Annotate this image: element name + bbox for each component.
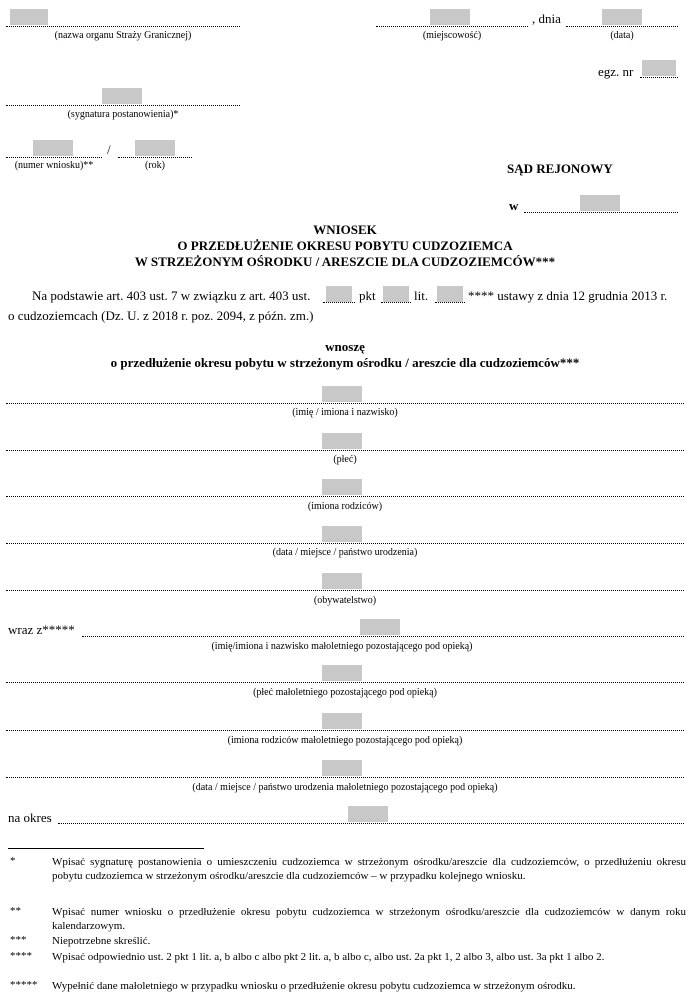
signature-redacted [102, 88, 142, 104]
request-number-line [6, 157, 102, 158]
field-redacted [322, 386, 362, 402]
field-label: (płeć małoletniego pozostającego pod opieką) [253, 687, 437, 698]
field-redacted [322, 479, 362, 495]
year-redacted [135, 140, 175, 156]
field-label: (data / miejsce / państwo urodzenia) [272, 547, 418, 558]
ust-line [323, 302, 355, 303]
ust-redacted [326, 286, 352, 302]
field-redacted [322, 526, 362, 542]
request-heading [0, 339, 690, 371]
place-redacted [430, 9, 470, 25]
document-title [0, 222, 690, 270]
field-label: (imię/imiona i nazwisko małoletniego pozostającego pod opieką) [211, 641, 473, 652]
organ-name-line [6, 26, 240, 27]
footnote-mark: ***** [10, 979, 38, 991]
field-label: (data / miejsce / państwo urodzenia małoletniego pozostającego pod opieką) [192, 782, 498, 793]
minor-prefix: wraz z***** [8, 622, 75, 637]
field-line [82, 636, 684, 637]
field-line [6, 403, 684, 404]
signature-line [6, 105, 240, 106]
title-line-3: W STRZEŻONYM OŚRODKU / ARESZCIE DLA CUDZOZIEMCÓW*** [134, 254, 556, 269]
request-number-label: (numer wniosku)** [14, 160, 94, 171]
legal-basis-line2: o cudzoziemcach (Dz. U. z 2018 r. poz. 2094, z późn. zm.) [8, 308, 314, 323]
field-redacted [322, 713, 362, 729]
copy-number-line [640, 77, 678, 78]
field-redacted [322, 573, 362, 589]
date-label: (data) [610, 30, 634, 41]
field-line [6, 777, 684, 778]
field-label: (obywatelstwo) [313, 595, 377, 606]
legal-basis-part2: **** ustawy z dnia 12 grudnia 2013 r. [468, 288, 668, 303]
field-redacted [322, 760, 362, 776]
pkt-label: pkt [359, 288, 376, 303]
date-redacted [602, 9, 642, 25]
field-redacted [360, 619, 400, 635]
copy-number-label: egz. nr [598, 64, 634, 79]
lit-line [435, 302, 465, 303]
organ-name-redacted [10, 9, 48, 25]
court-location-redacted [580, 195, 620, 211]
copy-number-redacted [642, 60, 676, 76]
period-prefix: na okres [8, 810, 52, 825]
footnote-text: Wpisać sygnaturę postanowienia o umieszczeniu cudzoziemca w strzeżonym ośrodku/areszcie dla cudzoziemców, o przedłużeniu okresu pobytu cudzoziemca w strzeżonym ośrodku/areszcie dla cudzoziemców – w przypadku kolejnego wniosku. [52, 856, 686, 882]
period-line [58, 823, 684, 824]
field-label: (imiona rodziców małoletniego pozostającego pod opieką) [227, 735, 463, 746]
lit-redacted [437, 286, 463, 302]
field-label: (płeć) [333, 454, 357, 465]
field-line [6, 496, 684, 497]
place-line [376, 26, 528, 27]
footnote-text: Wpisać numer wniosku o przedłużenie okresu pobytu cudzoziemca w strzeżonym ośrodku/areszcie dla cudzoziemców w danym roku kalendarzowym. [52, 906, 686, 932]
field-label: (imię / imiona i nazwisko) [292, 407, 398, 418]
field-line [6, 543, 684, 544]
field-redacted [322, 665, 362, 681]
field-line [6, 590, 684, 591]
request-line-2: o przedłużenie okresu pobytu w strzeżonym ośrodku / areszcie dla cudzoziemców*** [110, 355, 580, 370]
field-label: (imiona rodziców) [307, 501, 383, 512]
pkt-line [381, 302, 411, 303]
footnote-text: Niepotrzebne skreślić. [52, 935, 151, 947]
court-name: SĄD REJONOWY [507, 161, 613, 176]
date-line [566, 26, 678, 27]
court-location-prefix: w [509, 198, 519, 213]
footnote-mark: *** [10, 934, 27, 946]
year-label: (rok) [145, 160, 165, 171]
field-redacted [322, 433, 362, 449]
title-line-1: WNIOSEK [313, 222, 377, 237]
footnote-mark: ** [10, 905, 21, 917]
court-location-line [524, 212, 678, 213]
field-line [6, 682, 684, 683]
field-line [6, 730, 684, 731]
footnote-mark: * [10, 855, 16, 867]
period-redacted [348, 806, 388, 822]
request-line-1: wnoszę [325, 339, 365, 354]
footnote-text: Wypełnić dane małoletniego w przypadku wniosku o przedłużenie okresu pobytu cudzoziemca w strzeżonym ośrodku. [52, 980, 576, 992]
date-prefix: , dnia [532, 11, 561, 26]
place-label: (miejscowość) [422, 30, 482, 41]
signature-label: (sygnatura postanowienia)* [67, 109, 179, 120]
legal-basis-part1: Na podstawie art. 403 ust. 7 w związku z art. 403 ust. [32, 288, 311, 303]
organ-name-label: (nazwa organu Straży Granicznej) [54, 30, 192, 41]
lit-label: lit. [414, 288, 429, 303]
pkt-redacted [383, 286, 409, 302]
footnote-mark: **** [10, 950, 32, 962]
title-line-2: O PRZEDŁUŻENIE OKRESU POBYTU CUDZOZIEMCA [177, 238, 513, 253]
field-line [6, 450, 684, 451]
number-year-separator: / [107, 142, 111, 157]
footnote-separator [8, 848, 204, 849]
request-number-redacted [33, 140, 73, 156]
footnote-text: Wpisać odpowiednio ust. 2 pkt 1 lit. a, b albo c albo pkt 2 lit. a, b albo c, albo ust. 2a pkt 1, 2 albo 3, albo ust. 3a pkt 1 albo 2. [52, 951, 605, 963]
year-line [118, 157, 192, 158]
